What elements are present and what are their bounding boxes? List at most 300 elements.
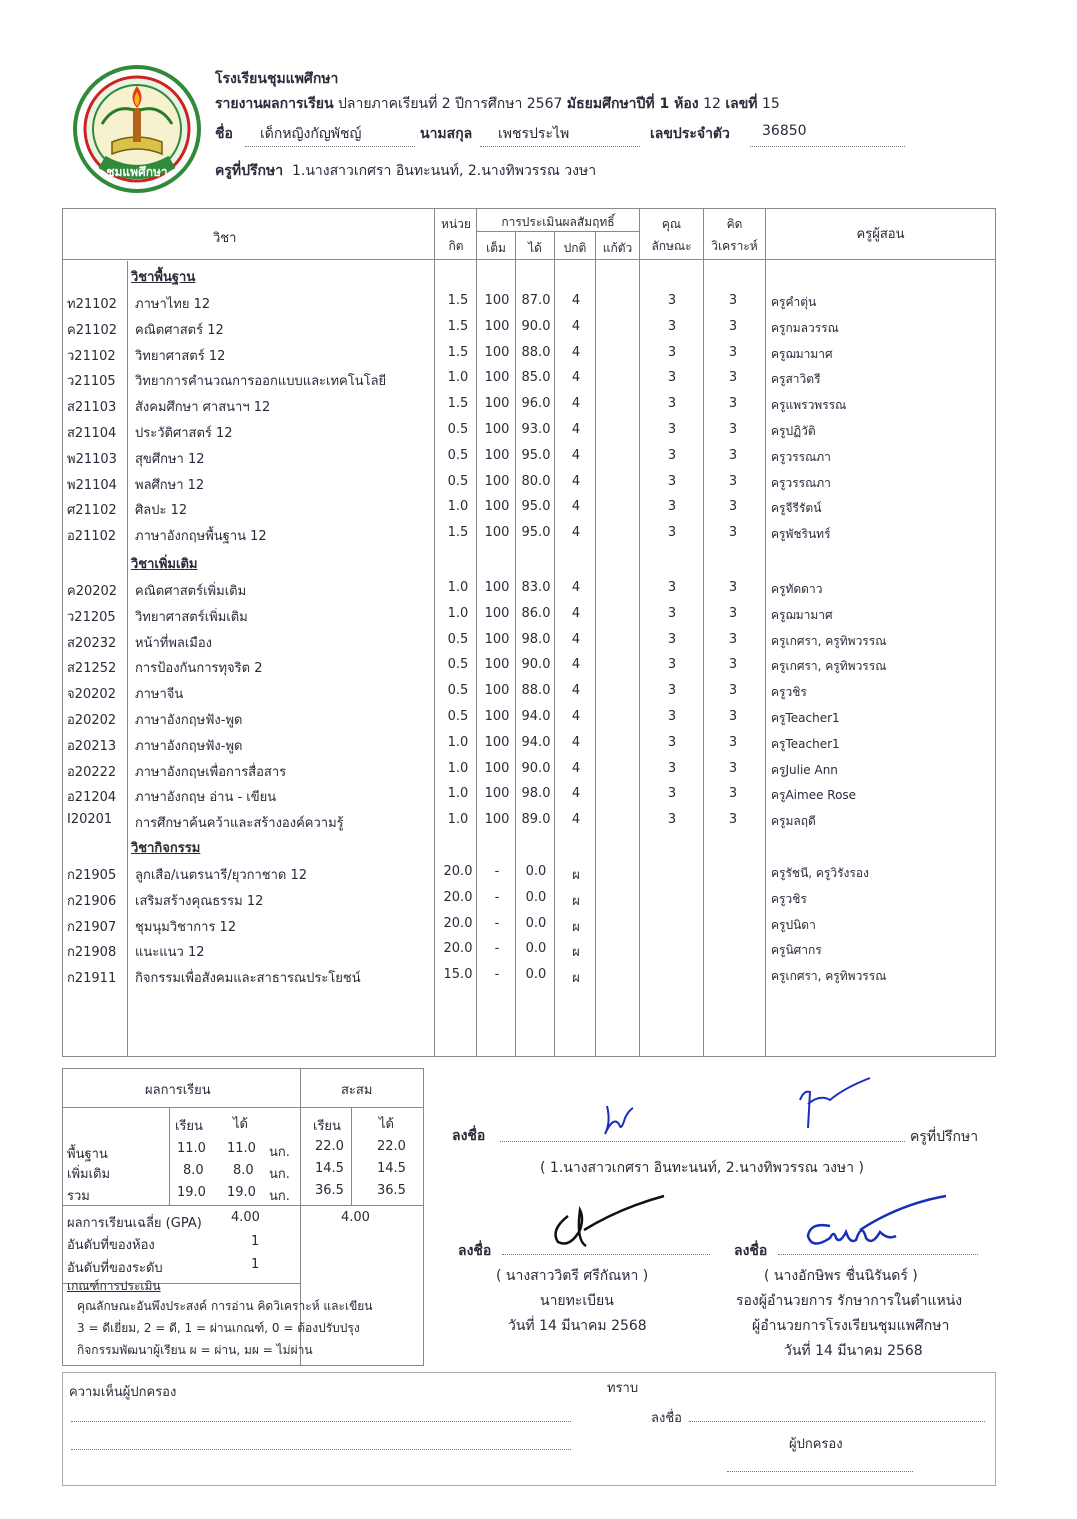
registrar-signature: [540, 1190, 670, 1258]
subject-name: สังคมศึกษา ศาสนาฯ 12: [135, 400, 271, 416]
subject-code: อ20202: [67, 713, 117, 728]
row-divider: [63, 259, 995, 260]
gpa-label: ผลการเรียนเฉลี่ย (GPA): [67, 1216, 202, 1231]
subject-name: การศึกษาค้นคว้าและสร้างองค์ความรู้: [135, 816, 344, 832]
got-score: 0.0: [525, 889, 547, 905]
characteristic: 3: [667, 344, 677, 360]
advisor-signature-2: [790, 1070, 880, 1134]
registrar-date: วันที่ 14 มีนาคม 2568: [508, 1318, 647, 1334]
teacher-name: ครูกมลวรรณ: [771, 320, 839, 335]
analysis: 3: [728, 709, 738, 724]
dotted-line: [480, 146, 640, 147]
characteristic: 3: [667, 318, 677, 334]
teacher-name: ครูวชิร: [771, 685, 807, 700]
got-score: 94.0: [521, 734, 551, 750]
header-normal: ปกติ: [563, 241, 587, 255]
subject-code: จ20202: [67, 687, 116, 703]
credit: 1.0: [447, 605, 469, 621]
analysis: 3: [728, 318, 738, 334]
row-divider: [63, 1107, 423, 1108]
got-score: 83.0: [521, 580, 551, 595]
credit: 1.5: [447, 344, 469, 360]
advisor-sign-label: ลงชื่อ: [452, 1128, 486, 1144]
full-score: 100: [484, 580, 510, 595]
got-score: 98.0: [521, 786, 551, 802]
teacher-name: ครูเกศรา, ครูทิพวรรณ: [771, 633, 887, 648]
subject-name: หน้าที่พลเมือง: [135, 635, 213, 651]
student-line: ชื่อ: [215, 126, 233, 142]
subject-name: แนะแนว 12: [135, 945, 205, 961]
subject-name: คณิตศาสตร์เพิ่มเติม: [135, 584, 247, 599]
table-row: [63, 470, 995, 496]
grade-normal: 4: [571, 605, 581, 621]
table-row: [63, 679, 995, 705]
table-row: [63, 341, 995, 367]
rank-level-value: 1: [251, 1257, 260, 1272]
director-signature: [800, 1192, 950, 1256]
credit: 15.0: [443, 967, 473, 983]
full-score: 100: [484, 657, 510, 673]
subject-code: พ21103: [67, 451, 117, 467]
parent-sign-line[interactable]: [689, 1421, 985, 1422]
sum-acc-got: 22.0: [377, 1139, 406, 1154]
teacher-name: ครูวรรณภา: [771, 449, 831, 464]
director-role-1: รองผู้อำนวยการ รักษาการในตำแหน่ง: [736, 1293, 963, 1309]
grade-normal: 4: [571, 525, 581, 541]
header-ana-bottom: วิเคราะห์: [711, 239, 758, 253]
sum-label: พื้นฐาน: [67, 1147, 108, 1162]
subject-code: อ20222: [67, 764, 117, 780]
credit: 1.0: [447, 370, 469, 386]
got-score: 95.0: [521, 499, 551, 515]
credit: 20.0: [443, 864, 473, 879]
sum-got: 11.0: [227, 1141, 256, 1156]
subject-name: วิทยาการคำนวณการออกแบบและเทคโนโลยี: [135, 374, 387, 390]
teacher-name: ครูวชิร: [771, 891, 807, 906]
teacher-name: ครูฌมามาศ: [771, 346, 833, 361]
analysis: 3: [728, 786, 738, 802]
subject-code: ส21252: [67, 661, 117, 677]
subject-code: ค20202: [67, 584, 118, 599]
characteristic: 3: [667, 473, 677, 489]
registrar-role: นายทะเบียน: [540, 1293, 614, 1309]
header-credit-bottom: กิต: [448, 239, 464, 253]
table-row: [63, 731, 995, 757]
got-score: 90.0: [521, 318, 551, 334]
subject-code: ว21102: [67, 348, 116, 364]
teacher-name: ครูจีรีรัตน์: [771, 501, 822, 516]
subject-code: ก21911: [67, 971, 117, 987]
teacher-name: ครูวรรณภา: [771, 475, 831, 490]
teacher-name: ครูTeacher1: [771, 736, 840, 751]
subject-code: ว21105: [67, 374, 116, 390]
characteristic: 3: [667, 422, 677, 437]
criteria-line: คุณลักษณะอันพึงประสงค์ การอ่าน คิดวิเคราะห์ และเขียน: [77, 1299, 373, 1313]
header-full: เต็ม: [486, 241, 506, 255]
advisor-line: ครูที่ปรึกษา 1.นางสาวเกศรา อินทะนนท์, 2.นางทิพวรรณ วงษา: [215, 163, 597, 179]
characteristic: 3: [667, 631, 677, 647]
surname-label: นามสกุล: [420, 126, 473, 142]
parent-ack-label: ทราบ: [607, 1381, 639, 1396]
subject-name: ภาษาอังกฤษฟัง-พูด: [135, 713, 243, 728]
subject-name: สุขศึกษา 12: [135, 451, 205, 467]
grade-normal: 4: [571, 422, 581, 437]
parent-comment-label: ความเห็นผู้ปกครอง: [69, 1385, 177, 1400]
full-score: 100: [484, 344, 510, 360]
sum-unit: นก.: [269, 1167, 290, 1182]
got-label: ได้: [233, 1117, 248, 1132]
sum-study: 8.0: [183, 1163, 204, 1178]
grade-normal: 4: [571, 370, 581, 386]
table-row: [63, 705, 995, 731]
subject-name: ภาษาอังกฤษฟัง-พูด: [135, 738, 243, 754]
subject-code: อ21102: [67, 529, 117, 545]
characteristic: 3: [667, 683, 677, 699]
got-score: 89.0: [521, 812, 551, 828]
subject-name: ชุมนุมวิชาการ 12: [135, 919, 237, 935]
rank-class-label: อันดับที่ของห้อง: [67, 1238, 155, 1253]
sum-got: 19.0: [227, 1185, 256, 1200]
study-label: เรียน: [175, 1119, 203, 1134]
advisor-signature-1: [595, 1098, 645, 1142]
sum-label: เพิ่มเติม: [67, 1167, 111, 1182]
got-score: 0.0: [525, 864, 547, 879]
characteristic: 3: [667, 396, 677, 412]
table-row: [63, 963, 995, 989]
full-score: 100: [484, 499, 510, 515]
grade-normal: 4: [571, 473, 581, 489]
characteristic: 3: [667, 293, 677, 308]
full-score: 100: [484, 422, 510, 437]
sum-study: 19.0: [177, 1185, 206, 1200]
sum-got: 8.0: [233, 1163, 254, 1178]
characteristic: 3: [667, 447, 677, 463]
full-score: 100: [484, 812, 510, 828]
student-first-name: เด็กหญิงกัญพัชญ์: [260, 126, 362, 142]
got-score: 93.0: [521, 422, 551, 437]
teacher-name: ครูพัชรินทร์: [771, 527, 831, 542]
grade-normal: 4: [571, 499, 581, 515]
analysis: 3: [728, 631, 738, 647]
teacher-name: ครูเกศรา, ครูทิพวรรณ: [771, 969, 887, 984]
analysis: 3: [728, 370, 738, 386]
full-score: 100: [484, 370, 510, 386]
got-score: 88.0: [521, 344, 551, 360]
director-role-2: ผู้อำนวยการโรงเรียนชุมแพศึกษา: [752, 1318, 950, 1334]
grade-normal: 4: [571, 683, 581, 699]
full-score: 100: [484, 631, 510, 647]
characteristic: 3: [667, 709, 677, 724]
analysis: 3: [728, 734, 738, 750]
credit: 1.0: [447, 786, 469, 802]
full-score: 100: [484, 605, 510, 621]
grades-table: [62, 208, 996, 1057]
header-fix: แก้ตัว: [602, 241, 633, 255]
parent-role: ผู้ปกครอง: [789, 1437, 843, 1452]
analysis: 3: [728, 812, 738, 828]
full-score: -: [494, 967, 500, 983]
grade-normal: 4: [571, 447, 581, 463]
subject-name: การป้องกันการทุจริต 2: [135, 661, 263, 677]
grade-normal: 4: [571, 396, 581, 412]
analysis: 3: [728, 760, 738, 776]
table-row: [63, 886, 995, 912]
rank-class-value: 1: [251, 1234, 260, 1249]
student-id: 36850: [762, 123, 807, 139]
grade-normal: 4: [571, 580, 581, 595]
characteristic: 3: [667, 580, 677, 595]
teacher-name: ครูมลฤดี: [771, 814, 816, 829]
table-row: [63, 912, 995, 938]
sum-acc-study: 22.0: [315, 1139, 344, 1154]
table-row: [63, 628, 995, 654]
col-divider: [169, 1107, 170, 1205]
dotted-line: [750, 146, 905, 147]
characteristic: 3: [667, 370, 677, 386]
advisor-names: ( 1.นางสาวเกศรา อินทะนนท์, 2.นางทิพวรรณ วงษา ): [540, 1160, 864, 1176]
analysis: 3: [728, 525, 738, 541]
subject-name: วิทยาศาสตร์ 12: [135, 348, 226, 364]
credit: 1.0: [447, 812, 469, 828]
credit: 20.0: [443, 941, 473, 957]
advisor-role: ครูที่ปรึกษา: [910, 1129, 979, 1145]
table-row: [63, 757, 995, 783]
header-achievement: การประเมินผลสัมฤทธิ์: [501, 215, 615, 229]
full-score: 100: [484, 525, 510, 541]
sum-acc-study: 14.5: [315, 1161, 344, 1176]
subject-code: ก21905: [67, 868, 117, 883]
got-score: 88.0: [521, 683, 551, 699]
subject-name: ภาษาอังกฤษพื้นฐาน 12: [135, 529, 267, 545]
subject-name: เสริมสร้างคุณธรรม 12: [135, 893, 264, 909]
sum-study: 11.0: [177, 1141, 206, 1156]
got-score: 90.0: [521, 657, 551, 673]
acc-gpa-value: 4.00: [341, 1210, 370, 1225]
teacher-name: ครูแพรวพรรณ: [771, 398, 847, 413]
characteristic: 3: [667, 657, 677, 673]
credit: 1.5: [447, 525, 469, 541]
full-score: 100: [484, 683, 510, 699]
section-core-title: วิชาพื้นฐาน: [131, 270, 196, 285]
subject-name: คณิตศาสตร์ 12: [135, 322, 224, 338]
characteristic: 3: [667, 605, 677, 621]
subject-code: ศ21102: [67, 503, 117, 519]
parent-sign-label: ลงชื่อ: [651, 1411, 682, 1426]
grade-normal: ผ: [572, 868, 580, 883]
sum-unit: นก.: [269, 1145, 290, 1160]
grade-normal: ผ: [572, 893, 580, 909]
subject-name: ลูกเสือ/เนตรนารี/ยุวกาชาด 12: [135, 868, 308, 883]
comment-line[interactable]: [71, 1421, 571, 1422]
subject-code: ส21104: [67, 426, 117, 441]
subject-code: อ21204: [67, 790, 117, 806]
grade-normal: 4: [571, 631, 581, 647]
teacher-name: ครูทัดดาว: [771, 582, 823, 596]
analysis: 3: [728, 396, 738, 412]
grade-normal: ผ: [572, 919, 580, 935]
table-row: [63, 653, 995, 679]
full-score: 100: [484, 709, 510, 724]
teacher-name: ครูTeacher1: [771, 711, 840, 725]
acc-got-label: ได้: [379, 1117, 394, 1132]
credit: 0.5: [447, 447, 469, 463]
criteria-line: 3 = ดีเยี่ยม, 2 = ดี, 1 = ผ่านเกณฑ์, 0 = ต้องปรับปรุง: [77, 1321, 360, 1335]
got-score: 0.0: [525, 915, 547, 931]
table-row: [63, 860, 995, 886]
grade-normal: 4: [571, 318, 581, 334]
parent-comment-box: [62, 1372, 996, 1486]
full-score: 100: [484, 760, 510, 776]
characteristic: 3: [667, 499, 677, 515]
full-score: 100: [484, 473, 510, 489]
got-score: 95.0: [521, 447, 551, 463]
got-score: 86.0: [521, 605, 551, 621]
parent-date-line[interactable]: [727, 1471, 913, 1472]
table-row: [63, 521, 995, 547]
credit: 1.5: [447, 293, 469, 308]
grade-normal: 4: [571, 760, 581, 776]
grade-normal: 4: [571, 657, 581, 673]
col-divider: [351, 1107, 352, 1205]
subject-name: ศิลปะ 12: [135, 503, 188, 519]
sum-label: รวม: [67, 1189, 90, 1204]
table-row: [63, 392, 995, 418]
subject-code: พ21104: [67, 477, 117, 493]
teacher-name: ครูสาวิตรี: [771, 372, 821, 387]
comment-line[interactable]: [71, 1449, 571, 1450]
table-row: [63, 315, 995, 341]
table-row: [63, 444, 995, 470]
characteristic: 3: [667, 525, 677, 541]
student-surname: เพชรประไพ: [498, 126, 570, 142]
table-row: [63, 937, 995, 963]
got-score: 87.0: [521, 293, 551, 308]
director-name: ( นางอักษิพร ชื่นนิรันดร์ ): [764, 1268, 918, 1284]
analysis: 3: [728, 447, 738, 463]
subject-code: ก21908: [67, 945, 117, 961]
sum-acc-got: 14.5: [377, 1161, 406, 1176]
teacher-name: ครูปฏิวัติ: [771, 424, 816, 438]
section-activity-title: วิชากิจกรรม: [131, 841, 201, 856]
sum-acc-got: 36.5: [377, 1183, 406, 1198]
grade-normal: ผ: [572, 971, 580, 987]
full-score: 100: [484, 293, 510, 308]
subject-code: ว21205: [67, 609, 116, 625]
credit: 1.0: [447, 580, 469, 595]
got-score: 95.0: [521, 525, 551, 541]
grade-normal: 4: [571, 734, 581, 750]
full-score: 100: [484, 396, 510, 412]
table-row: [63, 289, 995, 315]
table-row: [63, 418, 995, 444]
teacher-name: ครูJulie Ann: [771, 762, 838, 777]
acc-study-label: เรียน: [313, 1119, 341, 1134]
row-divider: [63, 1205, 423, 1206]
analysis: 3: [728, 422, 738, 437]
teacher-name: ครูฌมามาศ: [771, 607, 833, 622]
table-row: [63, 808, 995, 834]
subject-name: วิทยาศาสตร์เพิ่มเติม: [135, 609, 248, 625]
full-score: 100: [484, 734, 510, 750]
subject-code: ส21103: [67, 400, 117, 416]
credit: 0.5: [447, 631, 469, 647]
subject-name: ภาษาไทย 12: [135, 297, 211, 312]
header-subject: วิชา: [213, 231, 237, 246]
grade-normal: 4: [571, 293, 581, 308]
credit: 20.0: [443, 915, 473, 931]
registrar-sign-label: ลงชื่อ: [458, 1243, 492, 1259]
subject-name: กิจกรรมเพื่อสังคมและสาธารณประโยชน์: [135, 971, 361, 987]
school-logo: [72, 64, 202, 194]
header-char-top: คุณ: [661, 217, 682, 231]
teacher-name: ครูAimee Rose: [771, 788, 857, 803]
got-score: 90.0: [521, 760, 551, 776]
subject-code: ส20232: [67, 635, 117, 651]
teacher-name: ครูนิศากร: [771, 943, 822, 958]
credit: 20.0: [443, 889, 473, 905]
characteristic: 3: [667, 812, 677, 828]
credit: 0.5: [447, 473, 469, 489]
characteristic: 3: [667, 760, 677, 776]
table-row: [63, 576, 995, 602]
got-score: 85.0: [521, 370, 551, 386]
director-sign-label: ลงชื่อ: [734, 1243, 768, 1259]
grade-normal: 4: [571, 709, 581, 724]
header-char-bottom: ลักษณะ: [651, 239, 692, 253]
analysis: 3: [728, 657, 738, 673]
subject-code: อ20213: [67, 738, 117, 754]
credit: 0.5: [447, 683, 469, 699]
accum-label: สะสม: [341, 1083, 373, 1098]
subject-name: พลศึกษา 12: [135, 477, 205, 493]
credit: 1.0: [447, 734, 469, 750]
got-score: 94.0: [521, 709, 551, 724]
subject-code: ก21907: [67, 919, 117, 935]
table-row: [63, 782, 995, 808]
rank-level-label: อันดับที่ของระดับ: [67, 1261, 163, 1276]
id-label: เลขประจำตัว: [650, 126, 730, 142]
section-additional-title: วิชาเพิ่มเติม: [131, 557, 198, 572]
grade-normal: ผ: [572, 945, 580, 961]
gpa-value: 4.00: [231, 1210, 260, 1225]
analysis: 3: [728, 605, 738, 621]
teacher-name: ครูเกศรา, ครูทิพวรรณ: [771, 659, 887, 674]
got-score: 0.0: [525, 967, 547, 983]
dotted-line: [245, 146, 415, 147]
credit: 1.5: [447, 396, 469, 412]
full-score: 100: [484, 318, 510, 334]
subject-code: I20201: [67, 812, 113, 828]
table-row: [63, 366, 995, 392]
full-score: -: [494, 941, 500, 957]
sum-acc-study: 36.5: [315, 1183, 344, 1198]
results-label: ผลการเรียน: [145, 1083, 211, 1098]
credit: 0.5: [447, 709, 469, 724]
subject-name: ภาษาจีน: [135, 687, 184, 703]
full-score: 100: [484, 786, 510, 802]
full-score: -: [494, 915, 500, 931]
director-date: วันที่ 14 มีนาคม 2568: [784, 1343, 923, 1359]
got-score: 96.0: [521, 396, 551, 412]
grade-normal: 4: [571, 344, 581, 360]
subject-name: ภาษาอังกฤษ อ่าน - เขียน: [135, 790, 277, 806]
analysis: 3: [728, 580, 738, 595]
analysis: 3: [728, 683, 738, 699]
teacher-name: ครูปนิดา: [771, 917, 816, 932]
teacher-name: ครูรัชนี, ครูวิรังรอง: [771, 866, 869, 880]
analysis: 3: [728, 473, 738, 489]
analysis: 3: [728, 344, 738, 360]
